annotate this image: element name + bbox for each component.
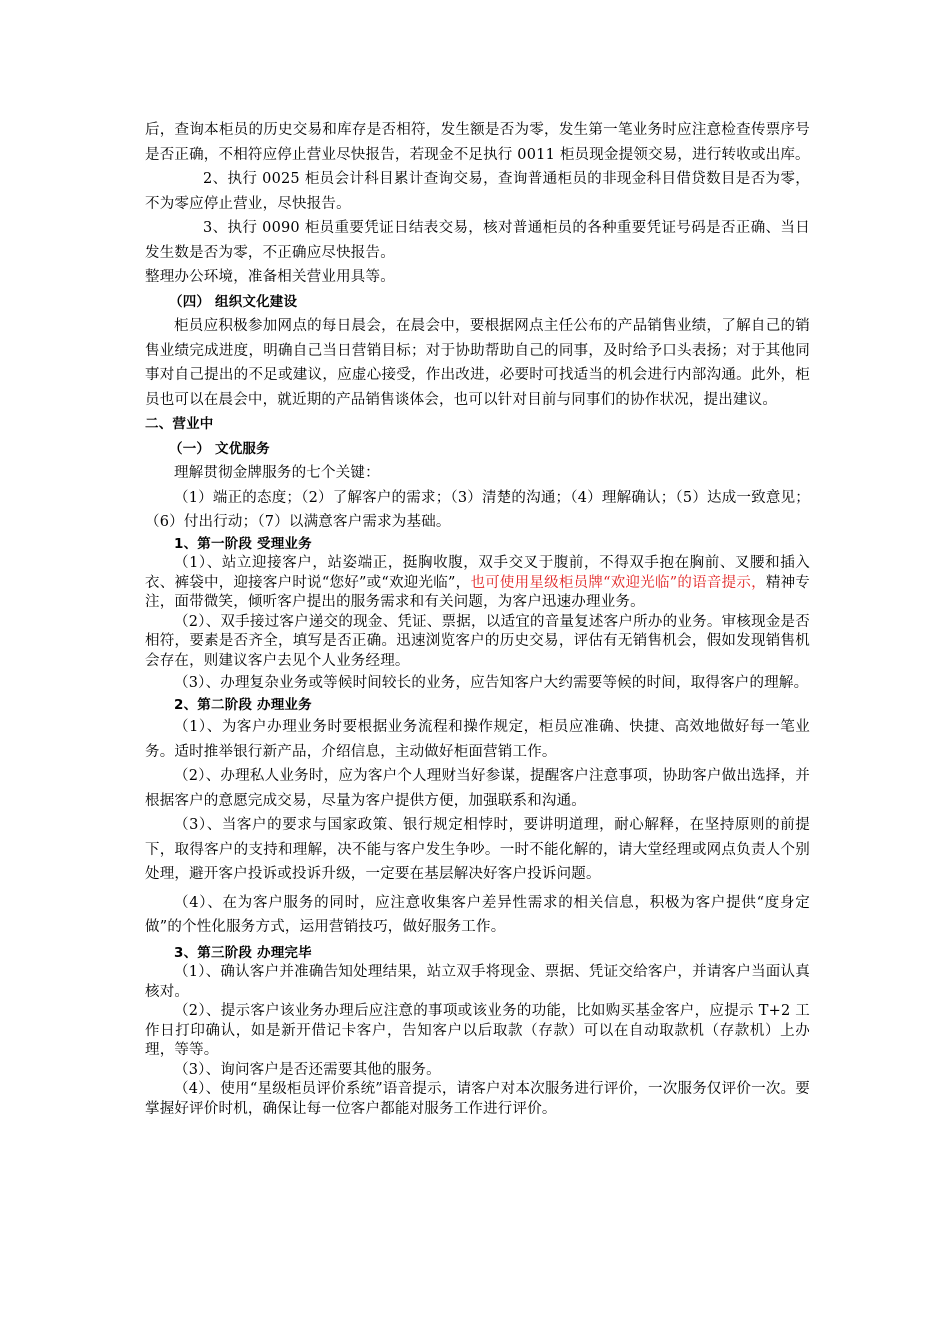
heading-stage-2: 2、第二阶段 办理业务 [174,696,312,713]
document-page [145,118,810,1119]
stage1-item1-text-b: 精神专注，面带微笑，倾听客户提出的服务需求和有关问题，为客户迅速办理业务。 [145,574,811,610]
paragraph-step-2: 2、执行 0025 柜员会计科目累计查询交易，查询普通柜员的非现金科目借贷数目是否为零，不为零应停止营业，尽快报告。 [145,171,810,212]
paragraph-continuation: 后，查询本柜员的历史交易和库存是否相符，发生额是否为零，发生第一笔业务时应注意检查传票序号是否正确，不相符应停止营业尽快报告，若现金不足执行 0011 柜员现金提领交易，进行转收或出库。 [145,122,810,163]
stage1-item1-text-a: （1）、站立迎接客户，站姿端正，挺胸收腹，双手交叉于腹前，不得双手抱在胸前、叉腰和插入衣、裤袋中，迎接客户时说“您好”或“欢迎光临”， [145,555,810,591]
paragraph-seven-keys: （1）端正的态度；（2）了解客户的需求；（3）清楚的沟通；（4）理解确认；（5）达成一致意见；（6）付出行动；（7）以满意客户需求为基础。 [145,489,810,530]
paragraph-stage1-item2: （2）、双手接过客户递交的现金、凭证、票据，以适宜的音量复述客户所办的业务。审核现金是否相符，要素是否齐全，填写是否正确。迅速浏览客户的历史交易，评估有无销售机会，假如发现销售机会存在，则建议客户去见个人业务经理。 [145,613,810,669]
paragraph-stage2-item1: （1）、为客户办理业务时要根据业务流程和操作规定，柜员应准确、快捷、高效地做好每一笔业务。适时推举银行新产品，介绍信息，主动做好柜面营销工作。 [145,719,810,760]
paragraph-stage1-item3: （3）、办理复杂业务或等候时间较长的业务，应告知客户大约需要等候的时间，取得客户的理解。 [174,675,809,691]
stage1-item1-highlight: 也可使用星级柜员牌“欢迎光临”的语音提示， [470,574,766,591]
paragraph-stage1-item1 [145,554,810,613]
paragraph-office-prep: 整理办公环境，准备相关营业用具等。 [145,269,395,285]
heading-stage-3: 3、第三阶段 办理完毕 [174,944,312,961]
paragraph-stage2-item3: （3）、当客户的要求与国家政策、银行规定相悖时，要讲明道理，耐心解释，在坚持原则的前提下，取得客户的支持和理解，决不能与客户发生争吵。一时不能化解的，请大堂经理或网点负责人个别处理，避开客户投诉或投诉升级，一定要在基层解决好客户投诉问题。 [145,817,810,882]
paragraph-stage2-item4: （4）、在为客户服务的同时，应注意收集客户差异性需求的相关信息，积极为客户提供“度身定做”的个性化服务方式，运用营销技巧，做好服务工作。 [145,894,810,935]
paragraph-stage3-item4: （4）、使用“星级柜员评价系统”语音提示，请客户对本次服务进行评价，一次服务仅评价一次。要掌握好评价时机，确保让每一位客户都能对服务工作进行评价。 [145,1081,810,1117]
paragraph-stage3-item1: （1）、确认客户并准确告知处理结果，站立双手将现金、票据、凭证交给客户，并请客户当面认真核对。 [145,964,810,1000]
heading-in-business: 二、营业中 [145,416,214,432]
paragraph-seven-keys-intro: 理解贯彻金牌服务的七个关键： [174,465,380,481]
paragraph-stage2-item2: （2）、办理私人业务时，应为客户个人理财当好参谋，提醒客户注意事项，协助客户做出选择，并根据客户的意愿完成交易，尽量为客户提供方便，加强联系和沟通。 [145,768,810,809]
paragraph-step-3: 3、执行 0090 柜员重要凭证日结表交易，核对普通柜员的各种重要凭证号码是否正确、当日发生数是否为零，不正确应尽快报告。 [145,220,810,261]
paragraph-morning-meeting: 柜员应积极参加网点的每日晨会，在晨会中，要根据网点主任公布的产品销售业绩，了解自己的销售业绩完成进度，明确自己当日营销目标；对于协助帮助自己的同事，及时给予口头表扬；对于其他同事对自己提出的不足或建议，应虚心接受，作出改进，必要时可找适当的机会进行内部沟通。此外，柜员也可以在晨会中，就近期的产品销售谈体会，也可以针对目前与同事们的协作状况，提出建议。 [145,318,810,408]
paragraph-stage3-item2: （2）、提示客户该业务办理后应注意的事项或该业务的功能，比如购买基金客户，应提示 T+2 工作日打印确认，如是新开借记卡客户，告知客户以后取款（存款）可以在自动取款机（存款机）上办理，等等。 [145,1003,810,1058]
heading-stage-1: 1、第一阶段 受理业务 [174,535,312,552]
heading-culture: （四） 组织文化建设 [169,293,298,310]
heading-service: （一） 文优服务 [169,440,270,457]
paragraph-stage3-item3: （3）、询问客户是否还需要其他的服务。 [174,1061,441,1078]
